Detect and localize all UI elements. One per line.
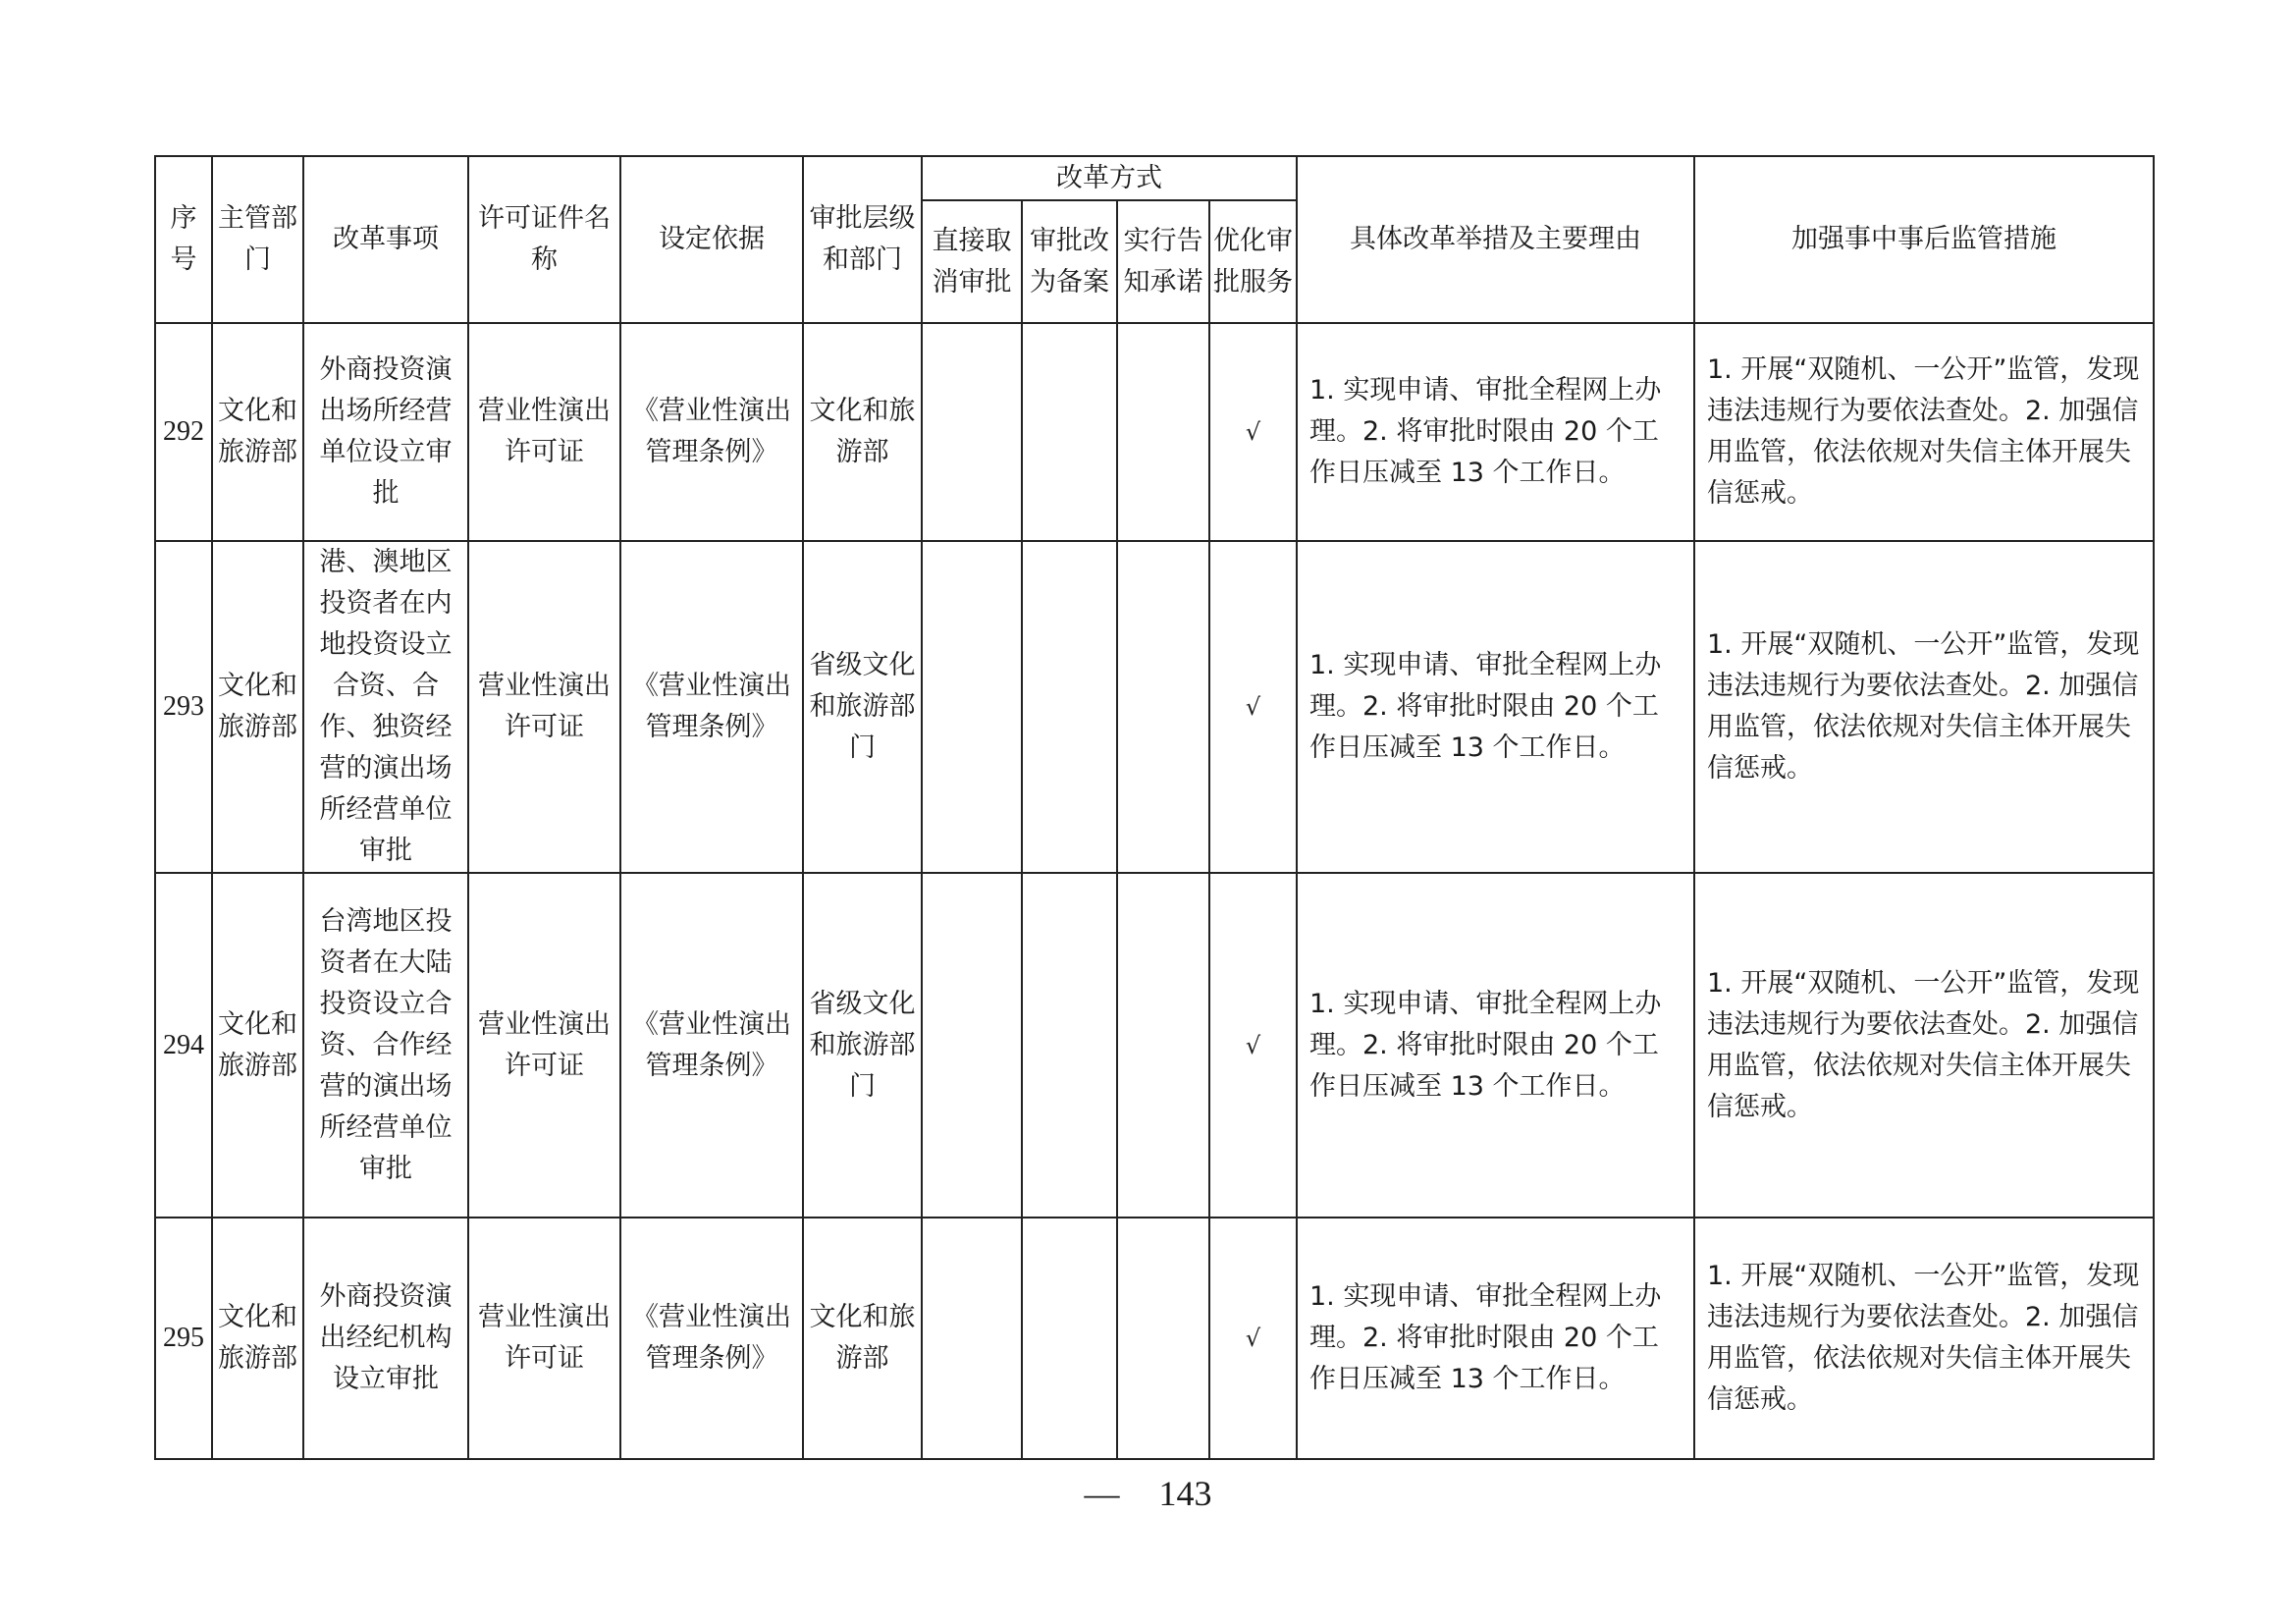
cell-license: 营业性演出许可证 [468, 541, 620, 873]
reform-items-table [154, 155, 2155, 1460]
header-basis: 设定依据 [620, 156, 803, 323]
cell-license: 营业性演出许可证 [468, 1218, 620, 1459]
cell-dept: 文化和旅游部 [212, 323, 303, 541]
cell-measures: 1. 实现申请、审批全程网上办理。2. 将审批时限由 20 个工作日压减至 13 个工作日。 [1297, 873, 1694, 1218]
header-license: 许可证件名称 [468, 156, 620, 323]
cell-supervision: 1. 开展“双随机、一公开”监管，发现违法违规行为要依法查处。2. 加强信用监管，依法依规对失信主体开展失信惩戒。 [1694, 323, 2154, 541]
cell-dept: 文化和旅游部 [212, 873, 303, 1218]
page-number: 143 [1158, 1474, 1212, 1513]
table-row [155, 873, 2154, 1218]
cell-item: 外商投资演出经纪机构设立审批 [303, 1218, 468, 1459]
header-method-notify: 实行告知承诺 [1117, 200, 1209, 323]
cell-license: 营业性演出许可证 [468, 873, 620, 1218]
cell-seq: 294 [155, 873, 212, 1218]
header-method-group: 改革方式 [922, 156, 1297, 200]
header-method-optimize: 优化审批服务 [1209, 200, 1297, 323]
cell-basis: 《营业性演出管理条例》 [620, 541, 803, 873]
header-level: 审批层级和部门 [803, 156, 922, 323]
cell-method-cancel [922, 541, 1022, 873]
cell-method-notify [1117, 1218, 1209, 1459]
cell-seq: 295 [155, 1218, 212, 1459]
header-dept: 主管部门 [212, 156, 303, 323]
cell-method-notify [1117, 323, 1209, 541]
cell-supervision: 1. 开展“双随机、一公开”监管，发现违法违规行为要依法查处。2. 加强信用监管，依法依规对失信主体开展失信惩戒。 [1694, 1218, 2154, 1459]
cell-level: 文化和旅游部 [803, 1218, 922, 1459]
cell-method-cancel [922, 873, 1022, 1218]
header-method-cancel: 直接取消审批 [922, 200, 1022, 323]
cell-level: 省级文化和旅游部门 [803, 873, 922, 1218]
header-measures: 具体改革举措及主要理由 [1297, 156, 1694, 323]
cell-seq: 292 [155, 323, 212, 541]
cell-basis: 《营业性演出管理条例》 [620, 323, 803, 541]
table-row [155, 323, 2154, 541]
cell-level: 省级文化和旅游部门 [803, 541, 922, 873]
cell-method-optimize: √ [1209, 323, 1297, 541]
cell-method-record [1022, 541, 1117, 873]
cell-method-cancel [922, 1218, 1022, 1459]
header-seq: 序号 [155, 156, 212, 323]
header-method-record: 审批改为备案 [1022, 200, 1117, 323]
cell-license: 营业性演出许可证 [468, 323, 620, 541]
cell-item: 台湾地区投资者在大陆投资设立合资、合作经营的演出场所经营单位审批 [303, 873, 468, 1218]
cell-basis: 《营业性演出管理条例》 [620, 1218, 803, 1459]
cell-measures: 1. 实现申请、审批全程网上办理。2. 将审批时限由 20 个工作日压减至 13 个工作日。 [1297, 323, 1694, 541]
footer-dash: — [1084, 1474, 1120, 1513]
cell-dept: 文化和旅游部 [212, 1218, 303, 1459]
cell-method-notify [1117, 541, 1209, 873]
cell-method-cancel [922, 323, 1022, 541]
table-row [155, 1218, 2154, 1459]
cell-level: 文化和旅游部 [803, 323, 922, 541]
cell-basis: 《营业性演出管理条例》 [620, 873, 803, 1218]
cell-method-record [1022, 1218, 1117, 1459]
cell-method-optimize: √ [1209, 873, 1297, 1218]
header-item: 改革事项 [303, 156, 468, 323]
cell-method-optimize: √ [1209, 541, 1297, 873]
cell-method-optimize: √ [1209, 1218, 1297, 1459]
page-footer [0, 1473, 2296, 1514]
cell-supervision: 1. 开展“双随机、一公开”监管，发现违法违规行为要依法查处。2. 加强信用监管，依法依规对失信主体开展失信惩戒。 [1694, 873, 2154, 1218]
cell-method-record [1022, 323, 1117, 541]
header-supervision: 加强事中事后监管措施 [1694, 156, 2154, 323]
cell-method-notify [1117, 873, 1209, 1218]
table-row [155, 541, 2154, 873]
cell-item: 港、澳地区投资者在内地投资设立合资、合作、独资经营的演出场所经营单位审批 [303, 541, 468, 873]
cell-method-record [1022, 873, 1117, 1218]
cell-seq: 293 [155, 541, 212, 873]
cell-measures: 1. 实现申请、审批全程网上办理。2. 将审批时限由 20 个工作日压减至 13 个工作日。 [1297, 541, 1694, 873]
cell-dept: 文化和旅游部 [212, 541, 303, 873]
cell-supervision: 1. 开展“双随机、一公开”监管，发现违法违规行为要依法查处。2. 加强信用监管，依法依规对失信主体开展失信惩戒。 [1694, 541, 2154, 873]
cell-measures: 1. 实现申请、审批全程网上办理。2. 将审批时限由 20 个工作日压减至 13 个工作日。 [1297, 1218, 1694, 1459]
cell-item: 外商投资演出场所经营单位设立审批 [303, 323, 468, 541]
